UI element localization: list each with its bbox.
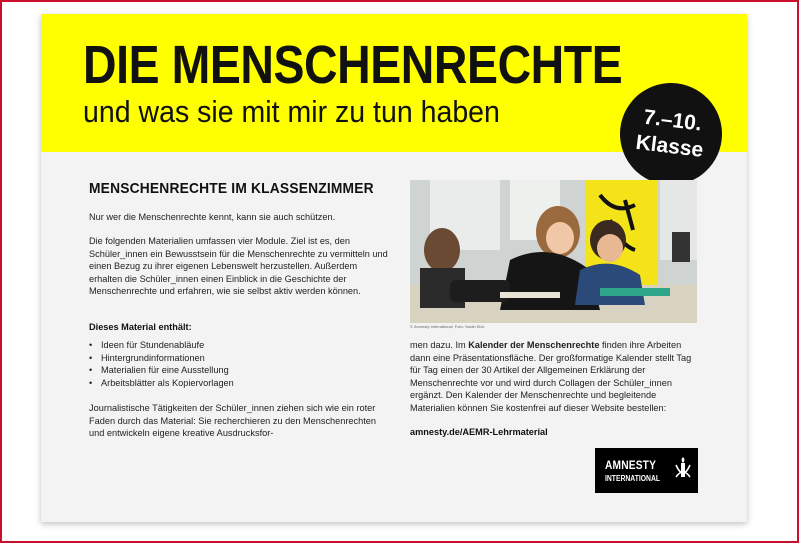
- material-heading: Dieses Material enthält:: [89, 322, 192, 332]
- body-text: Die folgenden Materialien umfassen vier Module. Ziel ist es, den Schüler_innen ein Bewusstsein für die Menschenrechte zu vermitteln und einen Bezug zu ihrer eigenen Lebenswelt herzustellen. Außerdem erhalten die Schüler_innen einen Einblick in die Geschichte der Menschenrechte und erfahren, wie sie selbst aktiv werden können.: [89, 236, 388, 297]
- candle-icon: [675, 457, 691, 484]
- page-title: DIE MENSCHENRECHTE: [83, 35, 623, 95]
- list-item: • Materialien für eine Ausstellung: [89, 364, 234, 377]
- classroom-photo: [410, 180, 697, 323]
- list-item: • Ideen für Stundenabläufe: [89, 339, 234, 352]
- list-item: • Hintergrundinformationen: [89, 352, 234, 365]
- grade-badge-label: Klasse: [634, 130, 705, 162]
- list-item: • Arbeitsblätter als Kopiervorlagen: [89, 377, 234, 390]
- website-link[interactable]: amnesty.de/AEMR-Lehrmaterial: [410, 427, 548, 437]
- calendar-text-start: men dazu. Im: [410, 340, 469, 350]
- section-heading: MENSCHENRECHTE IM KLASSENZIMMER: [89, 180, 374, 197]
- closing-text: Journalistische Tätigkeiten der Schüler_innen ziehen sich wie ein roter Faden durch das Material: Sie recherchieren zu den Menschenrechten und entwickeln eigene kreative Ausdrucksfor-: [89, 403, 377, 439]
- calendar-title: Kalender der Menschenrechte: [468, 340, 600, 350]
- calendar-text: [410, 339, 700, 415]
- logo-line2: INTERNATIONAL: [605, 474, 661, 483]
- classroom-photo-illustration: [410, 180, 697, 323]
- section-heading-wrap: [89, 180, 389, 197]
- photo-caption: © Amnesty International, Foto: Sarah Eick: [410, 324, 485, 329]
- calendar-text-rest: finden ihre Arbeiten dann eine Präsentationsfläche. Der großformatige Kalender stellt Tag für Tag einen der 30 Artikel der Allgemeinen Erklärung der Menschenrechte vor und wird durch Collagen der Schüler_innen ergänzt. Den Kalender der Menschenrechte und begleitende Materialien können Sie kostenfrei auf dieser Website bestellen:: [410, 340, 692, 413]
- logo-line1: AMNESTY: [605, 458, 657, 472]
- intro-text: Nur wer die Menschenrechte kennt, kann sie auch schützen.: [89, 212, 336, 222]
- amnesty-logo: [595, 448, 698, 493]
- page-subtitle: und was sie mit mir zu tun haben: [83, 94, 500, 129]
- grade-badge-range: 7.–10.: [642, 105, 704, 136]
- material-list: [89, 339, 234, 389]
